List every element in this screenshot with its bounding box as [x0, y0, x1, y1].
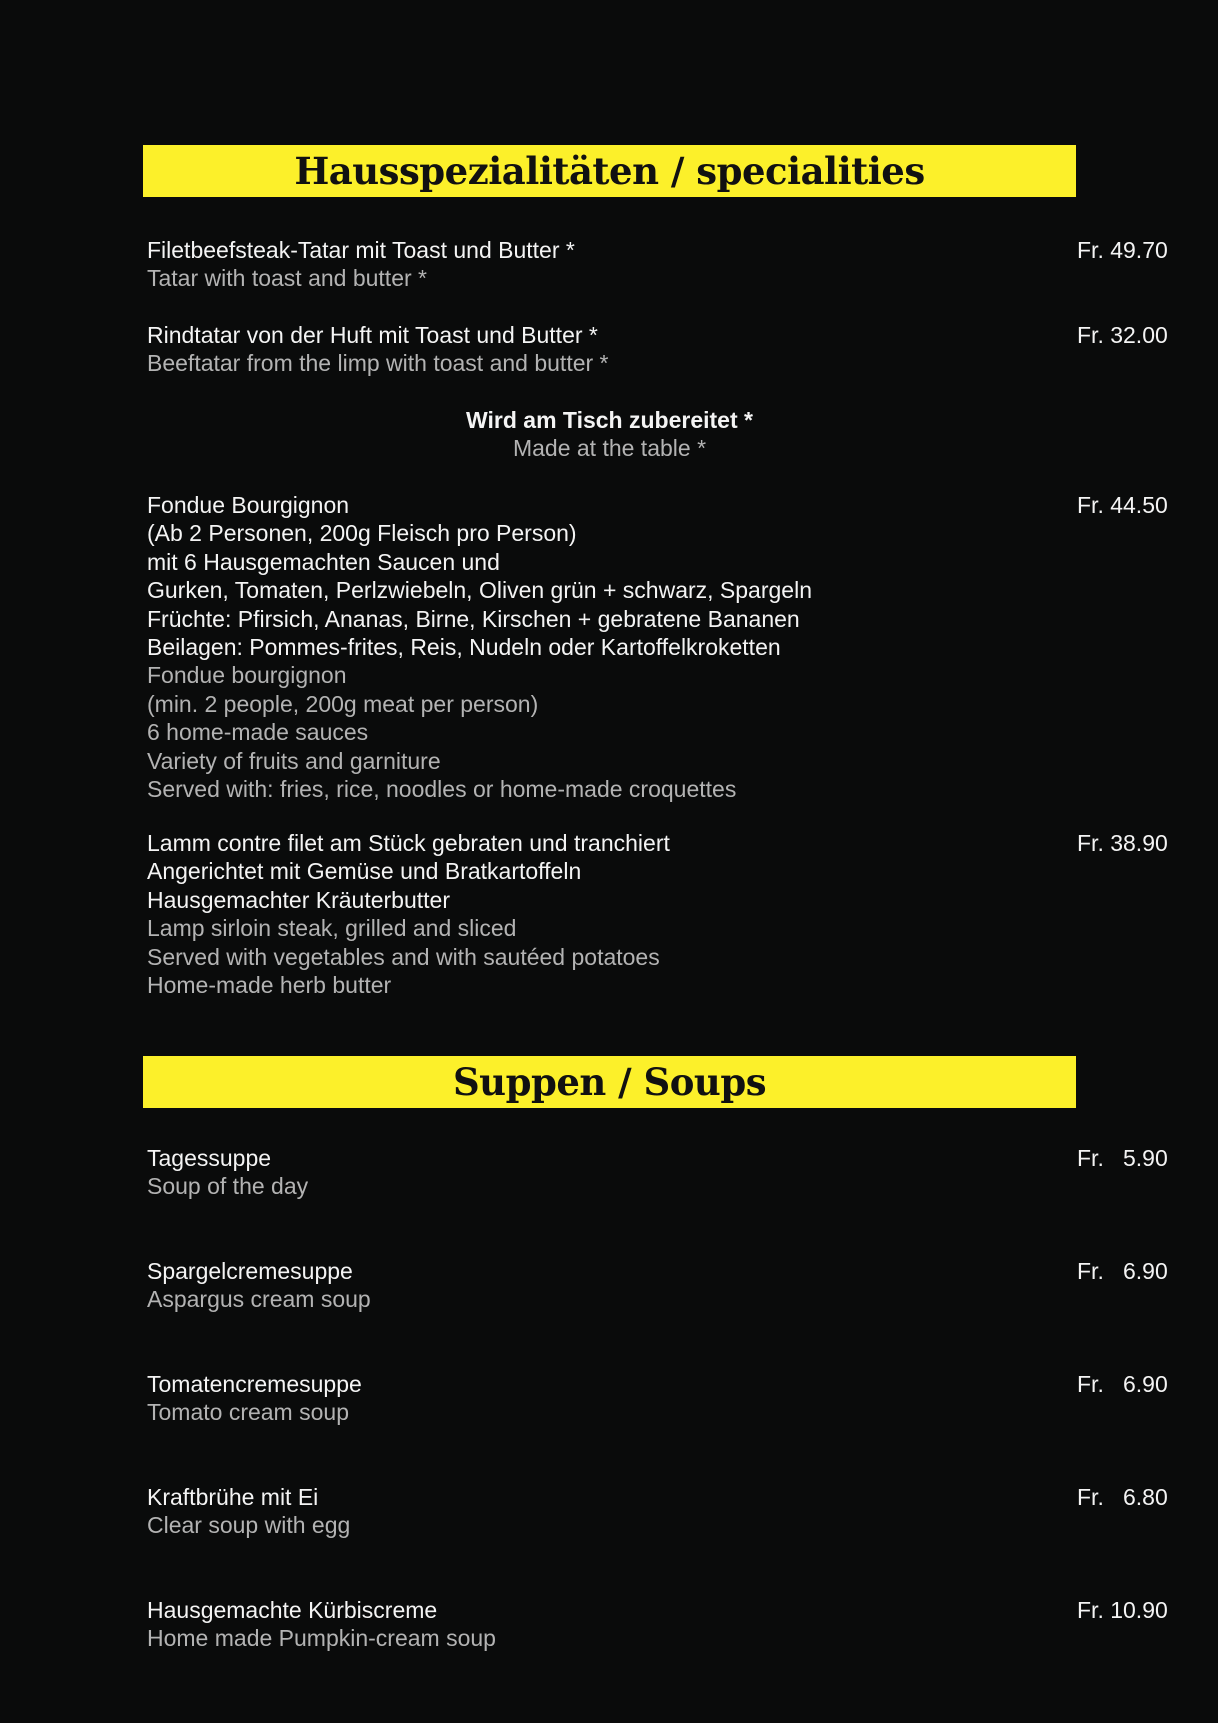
item-line-de: mit 6 Hausgemachten Saucen und — [147, 548, 500, 575]
table-prepared-note — [143, 406, 1076, 463]
item-name-en: Tatar with toast and butter * — [147, 265, 427, 292]
item-line-en: Fondue bourgignon — [147, 662, 347, 689]
specialities-heading: Hausspezialitäten / specialities — [143, 145, 1076, 197]
item-name-en: Clear soup with egg — [147, 1512, 351, 1539]
menu-item-soup — [147, 1483, 1168, 1540]
menu-item-soup — [147, 1370, 1168, 1427]
item-line-en: Served with: fries, rice, noodles or home-made croquettes — [147, 776, 737, 803]
item-price: Fr. 49.70 — [1077, 237, 1168, 263]
item-line-de: Gurken, Tomaten, Perlzwiebeln, Oliven grün + schwarz, Spargeln — [147, 577, 812, 604]
item-price: Fr. 32.00 — [1077, 322, 1168, 348]
item-line-de: (Ab 2 Personen, 200g Fleisch pro Person) — [147, 520, 577, 547]
item-price: Fr. 6.90 — [1077, 1258, 1168, 1284]
item-line-en: Lamp sirloin steak, grilled and sliced — [147, 915, 517, 942]
item-line-de: Früchte: Pfirsich, Ananas, Birne, Kirschen + gebratene Bananen — [147, 605, 800, 632]
item-name-de: Kraftbrühe mit Ei — [147, 1484, 319, 1510]
item-line-en: Served with vegetables and with sautéed potatoes — [147, 943, 660, 970]
item-price: Fr. 6.90 — [1077, 1371, 1168, 1397]
item-name-de: Spargelcremesuppe — [147, 1258, 353, 1284]
menu-item-fondue — [147, 491, 1168, 803]
item-line-de: Lamm contre filet am Stück gebraten und tranchiert — [147, 830, 670, 856]
item-price: Fr. 6.80 — [1077, 1484, 1168, 1510]
item-price: Fr. 10.90 — [1077, 1597, 1168, 1623]
note-en: Made at the table * — [512, 435, 707, 462]
item-price: Fr. 44.50 — [1077, 492, 1168, 518]
item-line-de: Beilagen: Pommes-frites, Reis, Nudeln oder Kartoffelkroketten — [147, 634, 781, 661]
menu-item-soup — [147, 1144, 1168, 1201]
item-name-en: Tomato cream soup — [147, 1399, 349, 1426]
item-name-de: Tomatencremesuppe — [147, 1371, 362, 1397]
item-name-de: Tagessuppe — [147, 1145, 272, 1171]
menu-item-soup — [147, 1596, 1168, 1653]
note-de: Wird am Tisch zubereitet * — [466, 407, 753, 433]
item-line-de: Fondue Bourgignon — [147, 492, 350, 518]
item-line-de: Angerichtet mit Gemüse und Bratkartoffeln — [147, 858, 582, 885]
item-name-en: Beeftatar from the limp with toast and butter * — [147, 350, 609, 377]
item-line-en: 6 home-made sauces — [147, 719, 369, 746]
menu-item-tatar — [147, 236, 1168, 293]
item-line-en: Variety of fruits and garniture — [147, 747, 441, 774]
item-price: Fr. 38.90 — [1077, 830, 1168, 856]
item-name-en: Home made Pumpkin-cream soup — [147, 1625, 496, 1652]
item-name-en: Soup of the day — [147, 1173, 309, 1200]
item-name-de: Filetbeefsteak-Tatar mit Toast und Butter * — [147, 237, 575, 263]
item-name-de: Hausgemachte Kürbiscreme — [147, 1597, 438, 1623]
menu-item-rindtatar — [147, 321, 1168, 378]
item-name-en: Aspargus cream soup — [147, 1286, 371, 1313]
item-line-en: Home-made herb butter — [147, 972, 392, 999]
soups-heading: Suppen / Soups — [143, 1056, 1076, 1108]
item-price: Fr. 5.90 — [1077, 1145, 1168, 1171]
item-line-en: (min. 2 people, 200g meat per person) — [147, 690, 539, 717]
menu-item-lamb — [147, 829, 1168, 999]
menu-item-soup — [147, 1257, 1168, 1314]
item-name-de: Rindtatar von der Huft mit Toast und Butter * — [147, 322, 598, 348]
item-line-de: Hausgemachter Kräuterbutter — [147, 886, 450, 913]
